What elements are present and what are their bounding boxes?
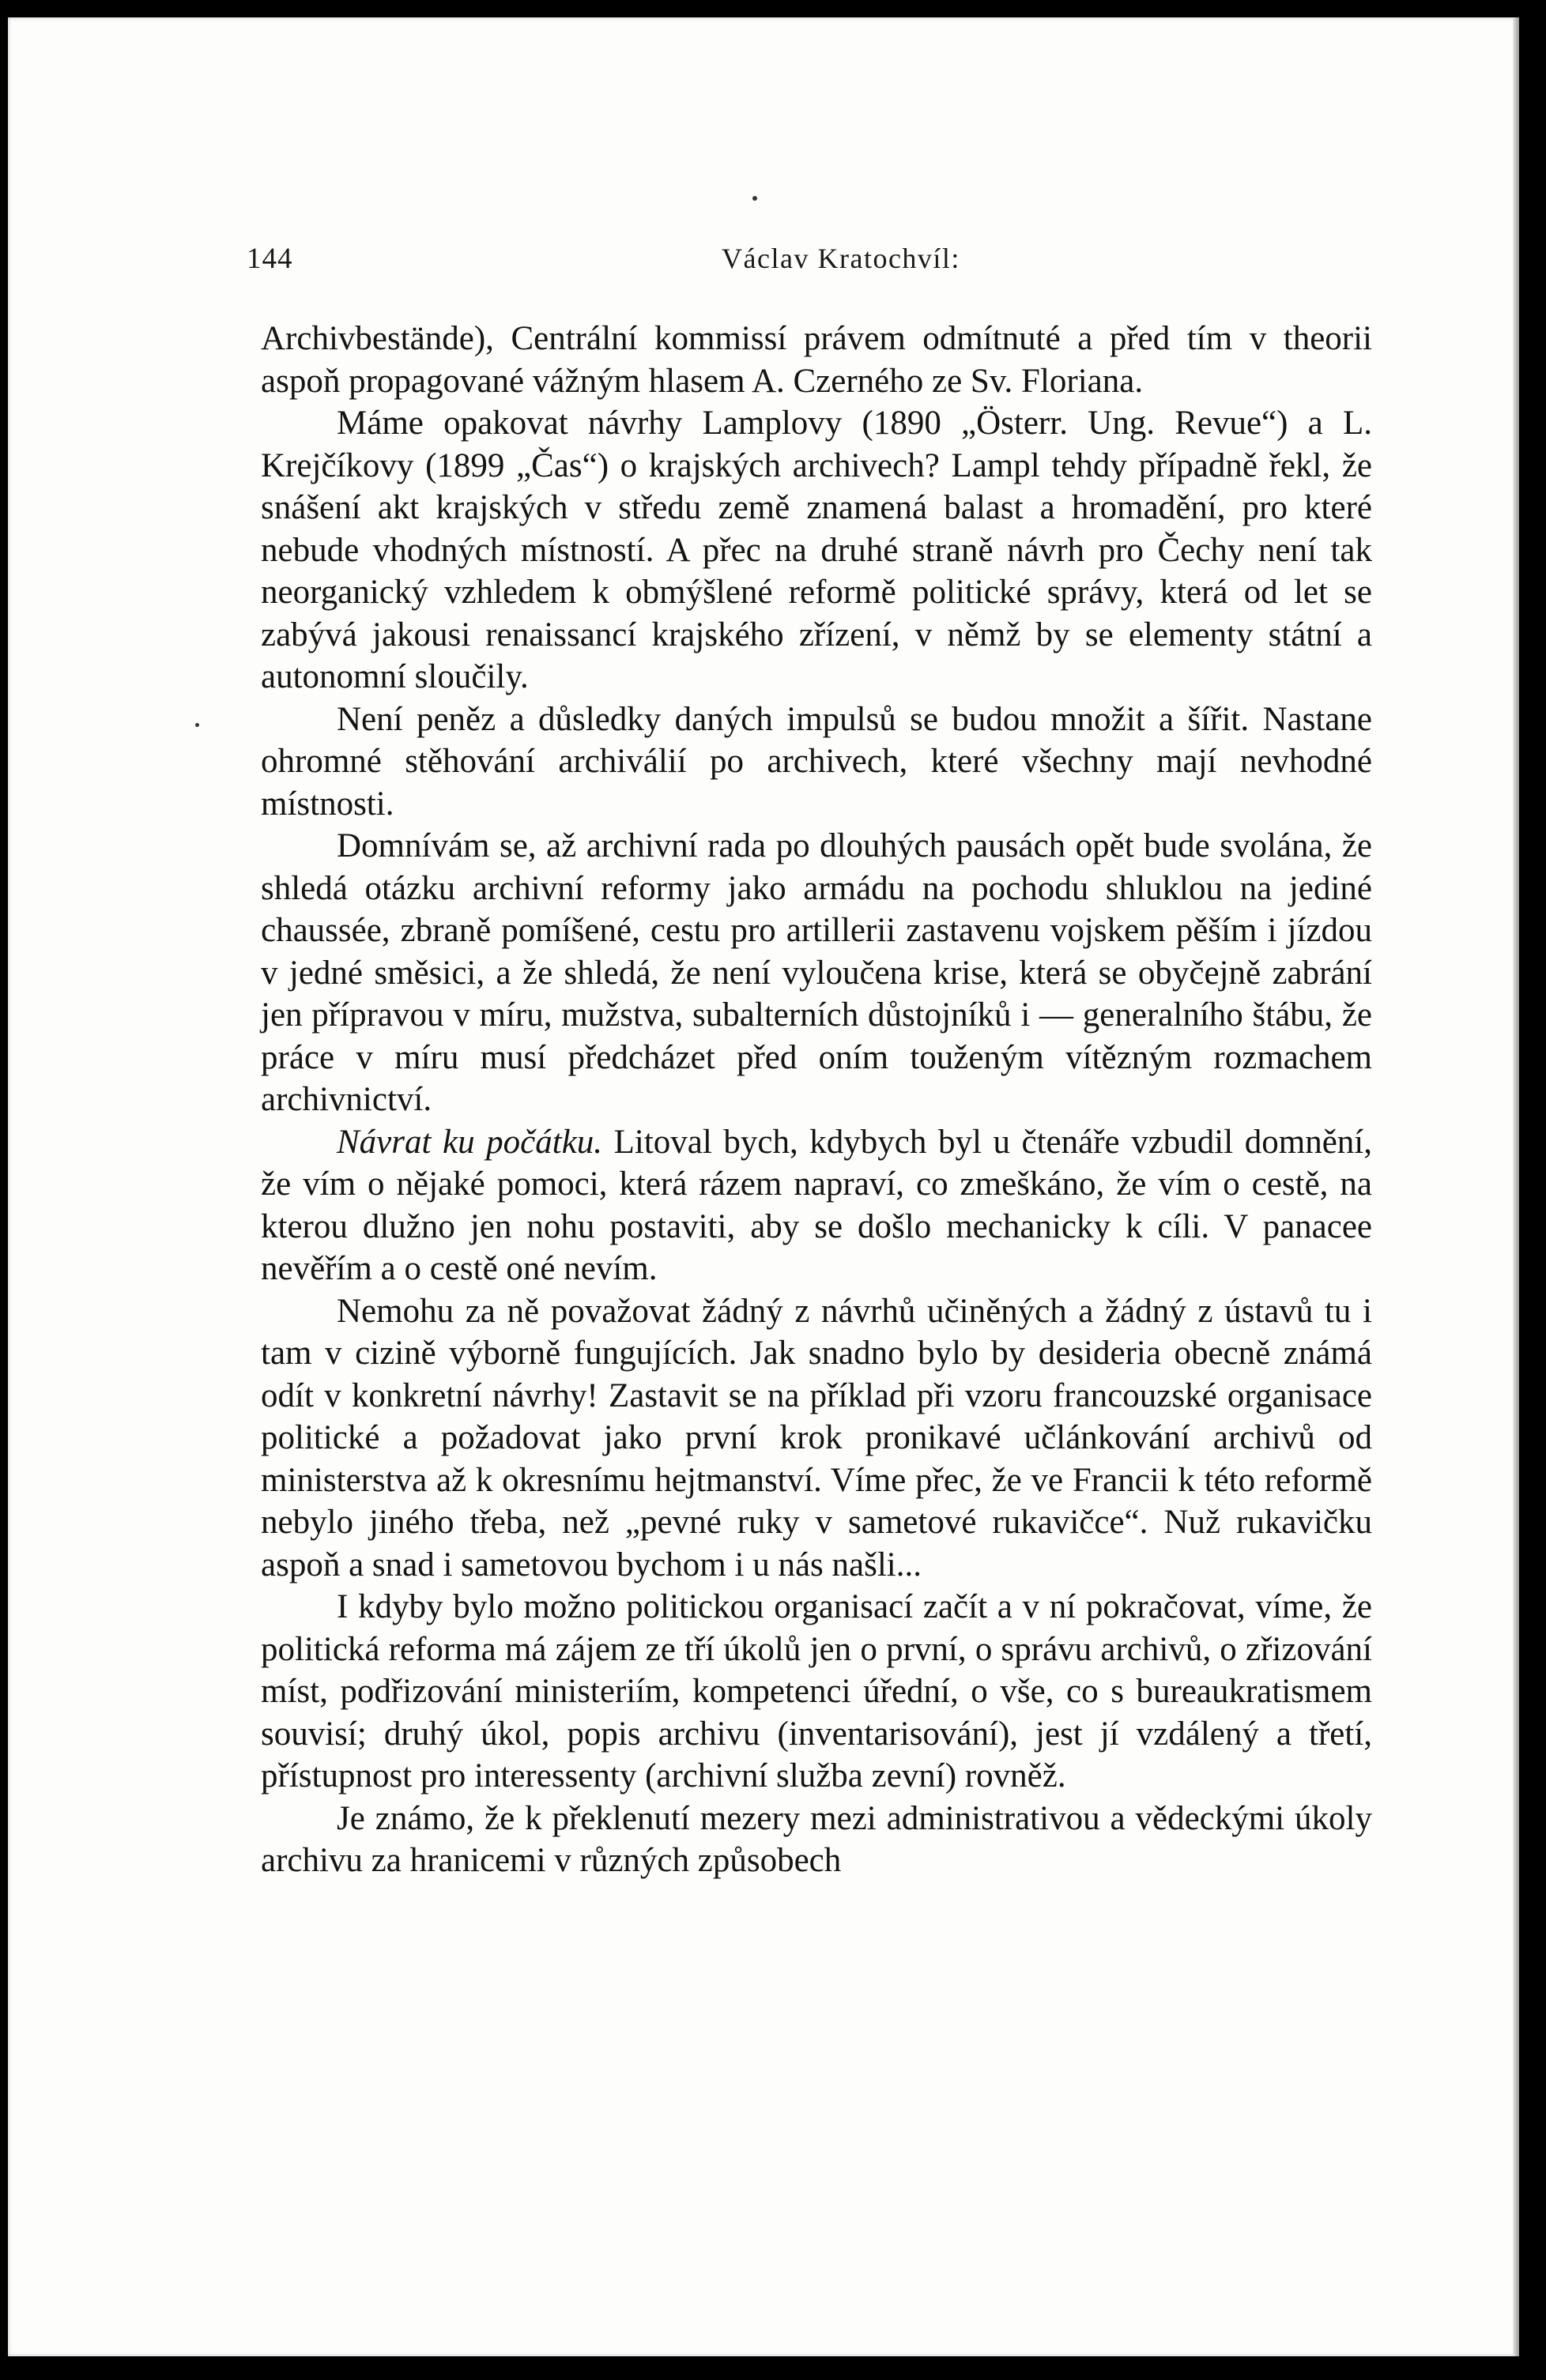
print-speck [195, 723, 199, 727]
paragraph-5-text: Litoval bych, kdybych byl u čtenáře vzbudil domnění, že vím o nějaké pomoci, která rázem napraví, co zmeškáno, že vím o cestě, na kterou dlužno jen nohu postaviti, aby se došlo mechanicky k cíli. V panacee nevěřím a o cestě oné nevím. [261, 1123, 1372, 1287]
page-number: 144 [247, 243, 293, 275]
paragraph-4: Domnívám se, až archivní rada po dlouhých pausách opět bude svolána, že shledá otázku archivní reformy jako armádu na pochodu shluklou na jediné chaussée, zbraně pomíšené, cestu pro artillerii zastavenu vojskem pěším i jízdou v jedné směsici, a že shledá, že není vyloučena krise, která se obyčejně zabrání jen přípravou v míru, mužstva, subalterních důstojníků i — generalního štábu, že práce v míru musí předcházet před oním touženým vítězným rozmachem archivnictví. [261, 827, 1372, 1118]
print-speck [752, 196, 757, 201]
paragraph-6: Nemohu za ně považovat žádný z návrhů učiněných a žádný z ústavů tu i tam v cizině výborně fungujících. Jak snadno bylo by desideria obecně známá odít v konkretní návrhy! Zastavit se na příklad při vzoru francouzské organisace politické a požadovat jako první krok pronikavé učlánkování archivů od ministerstva až k okresnímu hejtmanství. Víme přec, že ve Francii k této reformě nebylo jiného třeba, než „pevné ruky v sametové rukavičce“. Nuž rukavičku aspoň a snad i sametovou bychom i u nás našli... [261, 1292, 1372, 1584]
paragraph-5 [261, 1121, 1372, 1290]
body-text [261, 318, 1372, 1882]
running-head: Václav Kratochvíl: [722, 243, 960, 274]
paragraph-7: I kdyby bylo možno politickou organisací začít a v ní pokračovat, víme, že politická reforma má zájem ze tří úkolů jen o první, o správu archivů, o zřizování míst, podřizování ministeriím, kompetenci úřední, o vše, co s bureaukratismem souvisí; druhý úkol, popis archivu (inventarisování), jest jí vzdálený a třetí, přístupnost pro interessenty (archivní služba zevní) rovněž. [261, 1588, 1372, 1794]
paragraph-1: Archivbestände), Centrální kommissí právem odmítnuté a před tím v theorii aspoň propagované vážným hlasem A. Czerného ze Sv. Floriana. [261, 320, 1372, 400]
paragraph-3: Není peněz a důsledky daných impulsů se budou množit a šířit. Nastane ohromné stěhování archiválií po archivech, které všechny mají nevhodné místnosti. [261, 700, 1372, 823]
page-edge [1513, 17, 1519, 2356]
paragraph-8: Je známo, že k překlenutí mezery mezi administrativou a vědeckými úkoly archivu za hranicemi v různých způsobech [261, 1799, 1372, 1879]
book-page [8, 17, 1519, 2356]
paragraph-2: Máme opakovat návrhy Lamplovy (1890 „Österr. Ung. Revue“) a L. Krejčíkovy (1899 „Čas“) o krajských archivech? Lampl tehdy případně řekl, že snášení akt krajských v středu země znamená balast a hromadění, pro které nebude vhodných místností. A přec na druhé straně návrh pro Čechy není tak neorganický vzhledem k obmýšlené reformě politické správy, která od let se zabývá jakousi renaissancí krajského zřízení, v němž by se elementy státní a autonomní sloučily. [261, 405, 1372, 695]
section-heading: Návrat ku počátku. [337, 1123, 603, 1161]
page-header [247, 242, 1372, 289]
